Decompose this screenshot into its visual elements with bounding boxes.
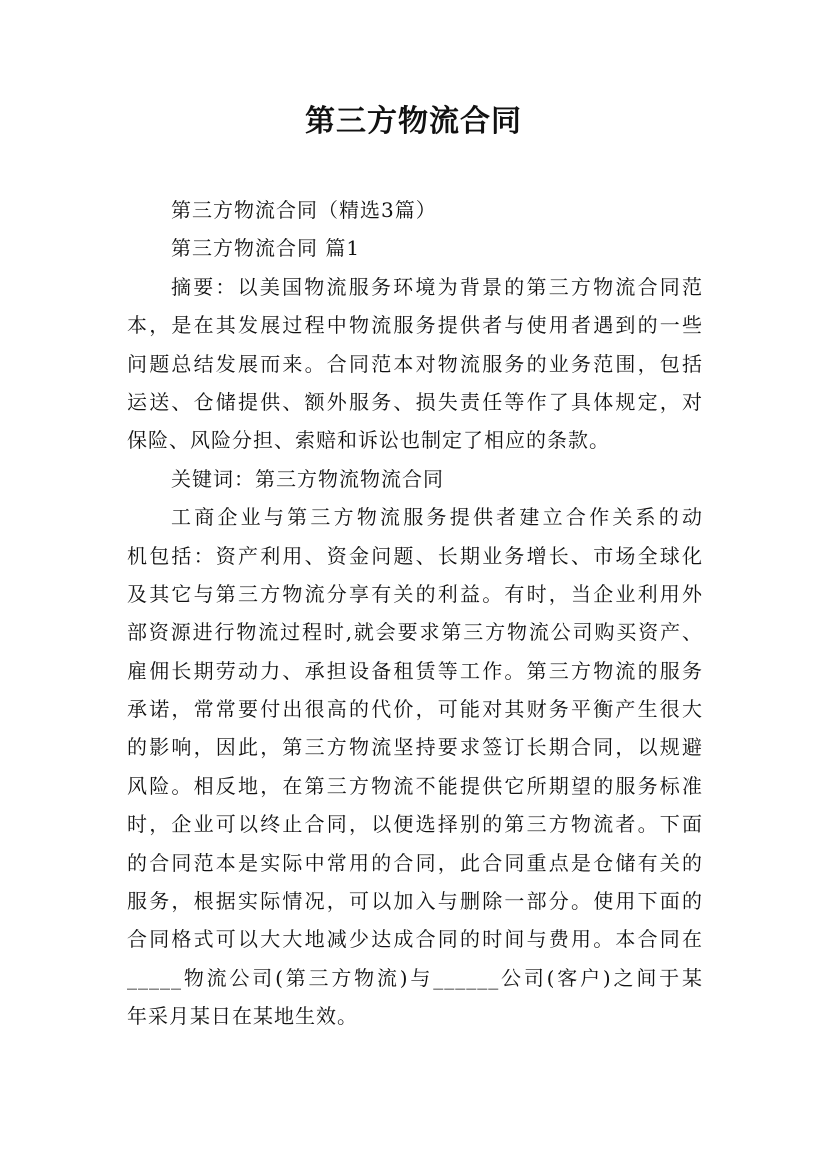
paragraph-line: 的影响，因此，第三方物流坚持要求签订长期合同，以规避 — [127, 735, 703, 760]
paragraph-line: _____物流公司(第三方物流)与______公司(客户)之间于某 — [127, 965, 703, 990]
paragraph-line: 时，企业可以终止合同，以便选择别的第三方物流者。下面 — [127, 812, 703, 837]
paragraph-line: 摘要：以美国物流服务环境为背景的第三方物流合同范 — [171, 274, 703, 299]
paragraph-line: 关键词：第三方物流物流合同 — [171, 466, 444, 491]
paragraph-line: 运送、仓储提供、额外服务、损失责任等作了具体规定，对 — [127, 389, 703, 414]
paragraph-line: 本，是在其发展过程中物流服务提供者与使用者遇到的一些 — [127, 313, 703, 338]
document-body — [127, 191, 703, 1036]
paragraph-line: 第三方物流合同 篇1 — [171, 236, 361, 261]
paragraph-line: 部资源进行物流过程时,就会要求第三方物流公司购买资产、 — [127, 620, 703, 645]
paragraph-line: 保险、风险分担、索赔和诉讼也制定了相应的条款。 — [127, 428, 610, 453]
paragraph-line: 雇佣长期劳动力、承担设备租赁等工作。第三方物流的服务 — [127, 658, 703, 683]
paragraph-line: 的合同范本是实际中常用的合同，此合同重点是仓储有关的 — [127, 850, 703, 875]
paragraph-line: 问题总结发展而来。合同范本对物流服务的业务范围，包括 — [127, 351, 703, 376]
paragraph-line: 承诺，常常要付出很高的代价，可能对其财务平衡产生很大 — [127, 697, 703, 722]
paragraph-line: 年采月某日在某地生效。 — [127, 1004, 358, 1029]
paragraph-line: 服务，根据实际情况，可以加入与删除一部分。使用下面的 — [127, 889, 703, 914]
document-title: 第三方物流合同 — [305, 104, 522, 139]
paragraph-line: 风险。相反地，在第三方物流不能提供它所期望的服务标准 — [127, 773, 703, 798]
paragraph-line: 第三方物流合同（精选3篇） — [171, 198, 437, 222]
paragraph-line: 工商企业与第三方物流服务提供者建立合作关系的动 — [171, 505, 703, 530]
paragraph-line: 机包括：资产利用、资金问题、长期业务增长、市场全球化 — [127, 543, 703, 568]
paragraph-line: 合同格式可以大大地减少达成合同的时间与费用。本合同在 — [127, 927, 703, 952]
paragraph-line: 及其它与第三方物流分享有关的利益。有时，当企业利用外 — [127, 581, 703, 606]
